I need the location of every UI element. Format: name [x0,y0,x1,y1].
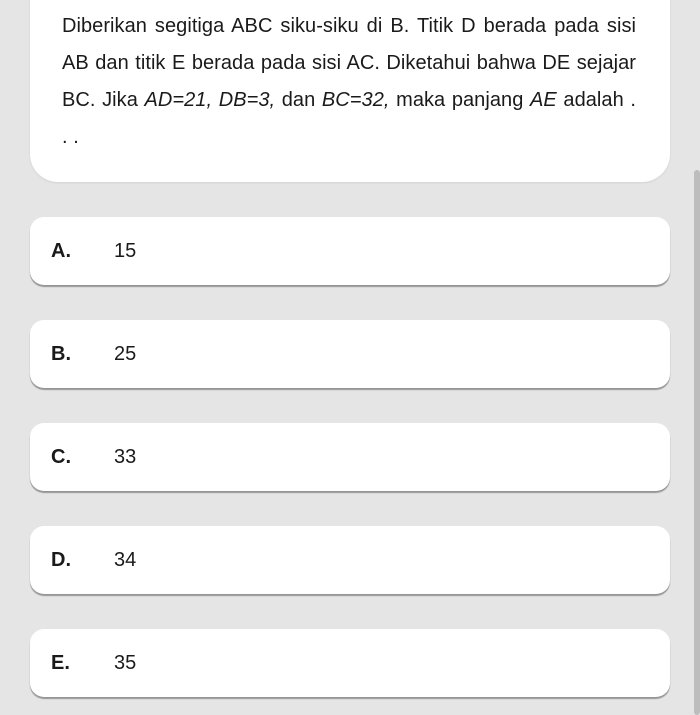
option-letter: E. [51,651,70,674]
option-b[interactable] [30,320,670,388]
option-value: 34 [114,548,137,571]
option-d[interactable] [30,526,670,594]
option-a[interactable] [30,217,670,285]
question-card [30,0,670,182]
option-e[interactable] [30,629,670,697]
option-c[interactable] [30,423,670,491]
option-letter: A. [51,239,71,262]
option-letter: D. [51,548,71,571]
option-value: 35 [114,651,137,674]
option-letter: B. [51,342,71,365]
option-letter: C. [51,445,71,468]
option-value: 15 [114,239,137,262]
scrollbar[interactable] [694,170,700,715]
question-text: Diberikan segitiga ABC siku-siku di B. Titik D berada pada sisi AB dan titik E berada pada sisi AC. Diketahui bahwa DE sejajar BC. Jika AD=21, DB=3, dan BC=32, maka panjang AE adalah . . . [62,15,636,148]
option-value: 25 [114,342,137,365]
option-value: 33 [114,445,137,468]
